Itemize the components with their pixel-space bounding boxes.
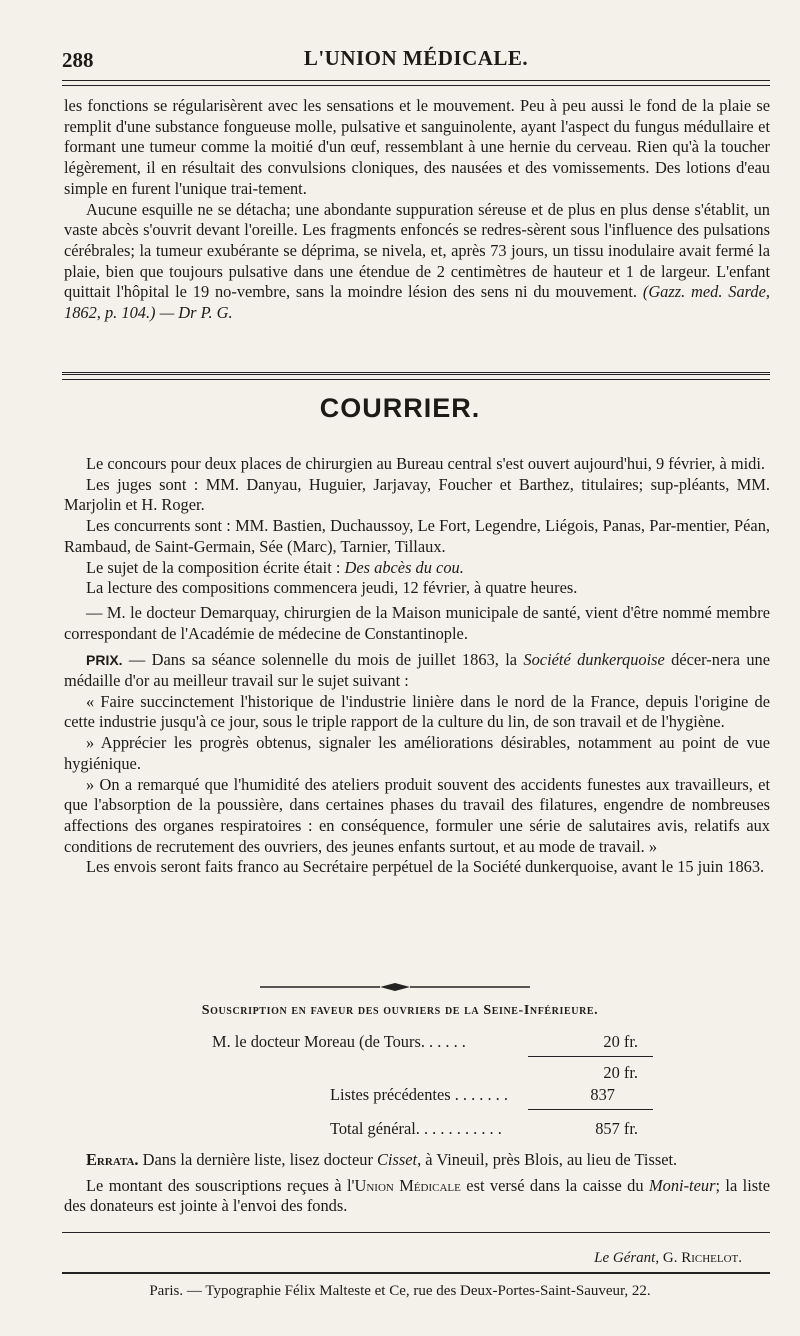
quote-paragraph: « Faire succinctement l'historique de l'industrie linière dans le nord de la France, depuis l'origine de cette industrie jusqu'à ce jour, sous le triple rapport de la culture du lin, de son travail et de l'hygiène. (64, 691, 770, 732)
courrier-paragraph (64, 558, 770, 579)
courrier-paragraph: — M. le docteur Demarquay, chirurgien de la Maison municipale de santé, vient d'être nommé membre correspondant de l'Académie de médecine de Constantinople. (64, 602, 770, 643)
funds-note-text: Le montant des souscriptions reçues à l' (86, 1175, 355, 1195)
signature-role: Le Gérant, (594, 1250, 660, 1266)
composition-subject-lead: Le sujet de la composition écrite était : (86, 557, 341, 577)
article-paragraph-text: Aucune esquille ne se détacha; une abondante suppuration séreuse et de plus en plus dense s'établit, un vaste abcès s'ouvrit devant l'oreille. Les fragments enfoncés se redres-sèrent sous l'influence des pulsations cérébrales; la tumeur exubérante se déprima, se nivela, et, après 73 jours, un tissu inodulaire avait fermé la plaie, bien que toujours pulsative dans une étendue de 2 centimètres de hauteur et 1 de largeur. L'enfant quittait l'hôpital le 19 no-vembre, sans la moindre lésion des sens ni du mouvement. (64, 199, 770, 302)
funds-note-text-3: ; la liste des donateurs est jointe à l'envoi des fonds. (64, 1175, 770, 1216)
previous-lists-label: Listes précédentes . . . . . . . (330, 1085, 508, 1104)
grand-total-amount: 857 fr. (595, 1119, 638, 1138)
composition-subject: Des abcès du cou. (344, 557, 464, 577)
page-header (62, 44, 770, 74)
prix-label: PRIX. (86, 652, 123, 669)
header-rule (62, 80, 770, 81)
courrier-paragraph: Les juges sont : MM. Danyau, Huguier, Jarjavay, Foucher et Barthez, titulaires; sup-pléants, MM. Marjolin et H. Roger. (64, 474, 770, 515)
courrier-paragraph: La lecture des compositions commencera jeudi, 12 février, à quatre heures. (86, 578, 578, 598)
signature (594, 1250, 742, 1267)
errata-label: Errata. (86, 1150, 139, 1169)
prix-paragraph (64, 650, 770, 691)
subscription-title: Souscription en faveur des ouvriers de la Seine-Inférieure. (201, 1003, 599, 1018)
courrier-body (64, 454, 770, 878)
section-rule-top (62, 372, 770, 375)
article-paragraph (64, 200, 770, 324)
subscription-line-label: M. le docteur Moreau (de Tours. . . . . . (212, 1032, 466, 1051)
sum-rule (528, 1056, 653, 1057)
subscription-line-amount: 20 fr. (603, 1032, 638, 1051)
funds-note (64, 1176, 770, 1217)
signature-name: G. Richelot. (662, 1250, 742, 1266)
quote-paragraph: » On a remarqué que l'humidité des ateliers produit souvent des accidents funestes aux travailleurs, et que l'absorption de la poussière, dans certaines phases du travail des filatures, engendre de nombreuses affections des organes respiratoires : en conséquence, formuler une série de salutaires avis, relatifs aux conditions de recrutement des ouvriers, des jeunes enfants surtout, et au mode de travail. » (64, 774, 770, 856)
prix-text-2: décer-nera une médaille d'or au meilleur travail sur le sujet suivant : (64, 650, 770, 691)
previous-lists-amount: 837 (590, 1085, 615, 1104)
total-rule (528, 1109, 653, 1110)
journal-name: Union Médicale (354, 1175, 461, 1195)
printer-imprint: Paris. — Typographie Félix Malteste et Ce, rue des Deux-Portes-Saint-Sauveur, 22. (149, 1283, 651, 1299)
grand-total-label: Total général. . . . . . . . . . . (330, 1119, 502, 1138)
envois-paragraph: Les envois seront faits franco au Secrétaire perpétuel de la Société dunkerquoise, avant le 15 juin 1863. (86, 857, 765, 877)
courrier-paragraph: Les concurrents sont : MM. Bastien, Duchaussoy, Le Fort, Legendre, Liégois, Panas, Par-mentier, Péan, Rambaud, de Saint-Germain, Sée (Marc), Tarnier, Tillaux. (64, 516, 770, 556)
errata-text-2: , à Vineuil, près Blois, au lieu de Tisset. (417, 1150, 678, 1169)
footer-rule (62, 1272, 770, 1274)
funds-note-text-2: est versé dans la caisse du (460, 1175, 649, 1195)
errata-section (64, 1150, 770, 1217)
article-continuation (64, 96, 770, 324)
header-rule-2 (62, 85, 770, 86)
prix-text: — Dans sa séance solennelle du mois de juillet 1863, la (122, 650, 524, 670)
page-number: 288 (62, 48, 94, 72)
errata-name: Cisset (377, 1150, 418, 1169)
signature-rule (62, 1232, 770, 1233)
article-paragraph: les fonctions se régularisèrent avec les sensations et le mouvement. Peu à peu aussi le fond de la plaie se remplit d'une substance fongueuse molle, pulsative et sanguinolente, ayant l'aspect du fungus médullaire et formant une tumeur comme la moitié d'un œuf, ressemblant à une hernie du cerveau. Rien qu'à la toucher légèrement, il en résultait des convulsions cloniques, des nausées et des vomissements. Des lotions d'eau simple en furent l'unique trai-tement. (64, 96, 770, 198)
quote-paragraph: » Apprécier les progrès obtenus, signaler les améliorations désirables, notamment au point de vue hygiénique. (64, 733, 770, 773)
subtotal-amount: 20 fr. (603, 1063, 638, 1082)
article-citation: (Gazz. med. Sarde, 1862, p. 104.) — Dr P. G. (64, 282, 770, 323)
section-title-courrier: COURRIER. (319, 393, 481, 423)
ornament-divider (260, 982, 530, 992)
errata-paragraph (64, 1150, 770, 1171)
moniteur-name: Moni-teur (648, 1175, 716, 1195)
errata-text: Dans la dernière liste, lisez docteur (138, 1150, 377, 1169)
courrier-paragraph: Le concours pour deux places de chirurgien au Bureau central s'est ouvert aujourd'hui, 9 février, à midi. (86, 454, 766, 473)
section-rule-bottom (62, 379, 770, 380)
prix-society: Société dunkerquoise (523, 650, 665, 670)
running-title: L'UNION MÉDICALE. (303, 46, 529, 70)
